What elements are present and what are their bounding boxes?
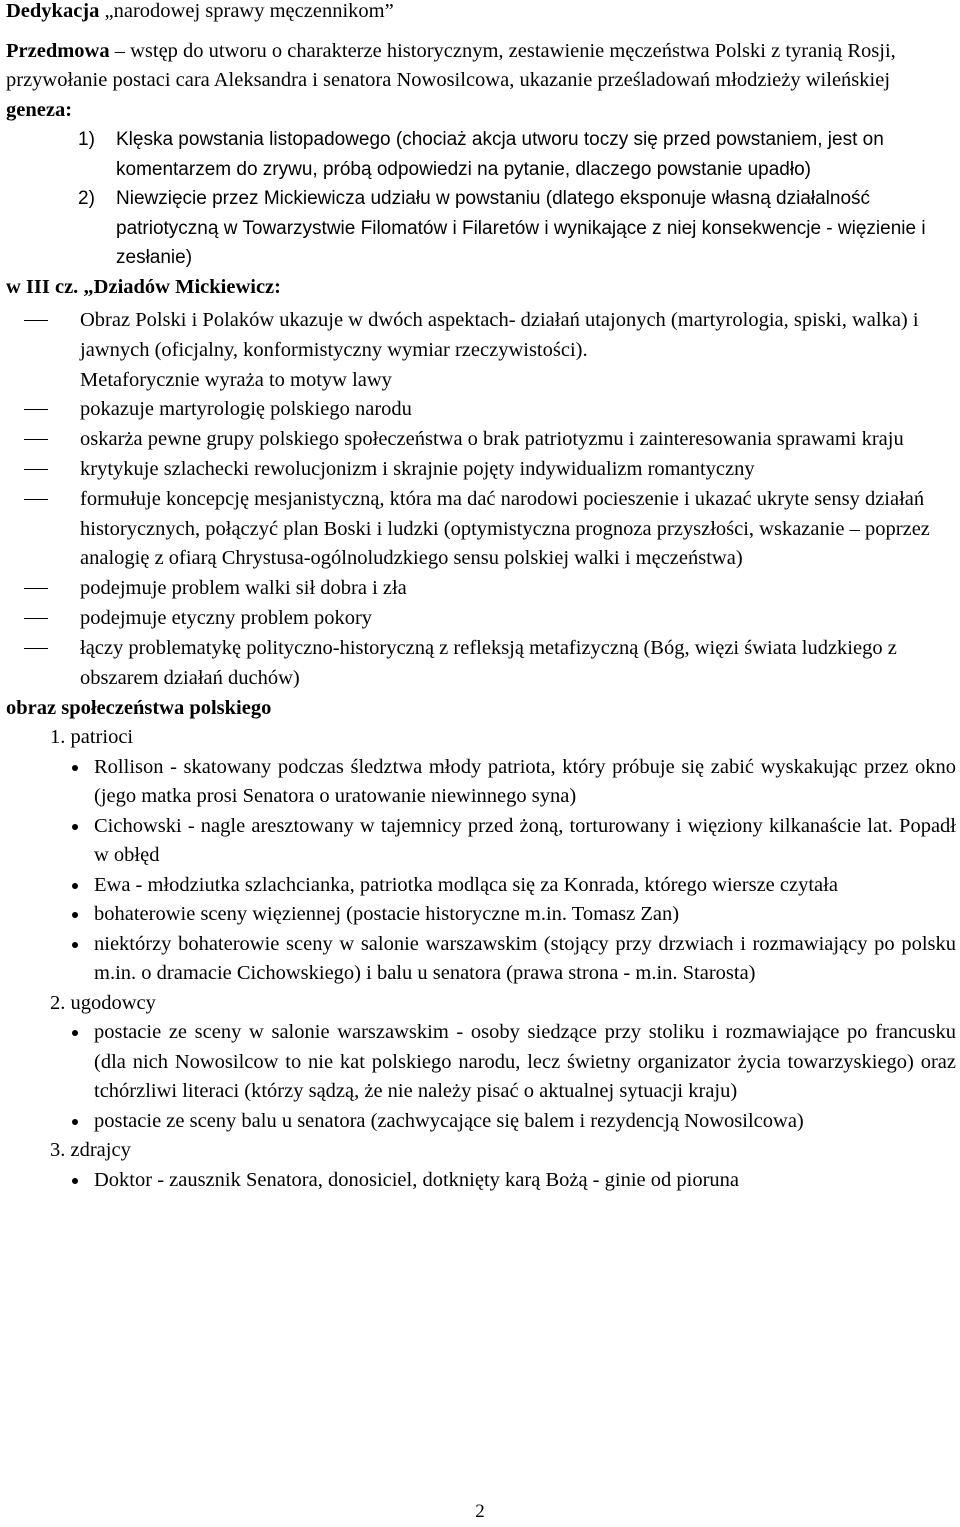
part3-heading: w III cz. „Dziadów Mickiewicz: [6,275,281,298]
dedication-line [6,0,956,27]
dash-marker [24,648,48,649]
list-item: Cichowski - nagle aresztowany w tajemnicy przed żoną, torturowany i więziony kilkanaście lat. Popadł w obłęd [6,812,956,871]
part3-item: łączy problematykę polityczno-historyczną z refleksją metafizyczną (Bóg, więzi świata ludzkiego z obszarem działań duchów) [6,634,956,693]
genesis-item-text: Niewzięcie przez Mickiewicza udziału w powstaniu (dlatego eksponuje własną działalność patriotyczną w Towarzystwie Filomatów i Filaretów i wynikające z niej konsekwencje - więzienie i zesłanie) [116,188,926,268]
bullet-marker [72,883,78,889]
bullet-marker [72,824,78,830]
genesis-item-number: 2) [78,188,95,209]
bullet-marker [72,942,78,948]
part3-list [6,306,956,693]
list-item: niektórzy bohaterowie sceny w salonie warszawskim (stojący przy drzwiach i rozmawiający po polsku m.in. o dramacie Cichowskiego) i balu u senatora (prawa strona - m.in. Starosta) [6,930,956,989]
list-item: Rollison - skatowany podczas śledztwa młody patriota, który próbuje się zabić wyskakując przez okno (jego matka prosi Senatora o uratowanie niewinnego syna) [6,753,956,812]
part3-item: podejmuje etyczny problem pokory [6,604,956,634]
dash-marker [24,588,48,589]
part3-item: krytykuje szlachecki rewolucjonizm i skrajnie pojęty indywidualizm romantyczny [6,455,956,485]
genesis-item [6,184,956,273]
dash-marker [24,618,48,619]
genesis-heading: geneza: [6,98,73,121]
bullet-marker [72,1178,78,1184]
part3-item: oskarża pewne grupy polskiego społeczeństwa o brak patriotyzmu i zainteresowania sprawami kraju [6,425,956,455]
dash-marker [24,499,48,500]
genesis-item [6,125,956,184]
document-body [6,0,956,1195]
list-item: postacie ze sceny w salonie warszawskim - osoby siedzące przy stoliku i rozmawiające po francusku (dla nich Nowosilcow to nie kat polskiego narodu, lecz świetny organizator życia towarzyskiego) oraz tchórzliwi literaci (którzy sądzą, że nie należy pisać o aktualnej sytuacji kraju) [6,1018,956,1107]
genesis-item-number: 1) [78,129,95,150]
bullet-marker [72,765,78,771]
genesis-list [6,125,956,273]
list-item: bohaterowie sceny więziennej (postacie historyczne m.in. Tomasz Zan) [6,900,956,930]
part3-item-continuation: Metaforycznie wyraża to motyw lawy [80,368,392,391]
dash-marker [24,320,48,321]
list-item: postacie ze sceny balu u senatora (zachwycające się balem i rezydencją Nowosilcowa) [6,1107,956,1137]
dedication-label: Dedykacja [6,0,100,22]
group-label-patriots: 1. patrioci [50,726,134,748]
dedication-text: „narodowej sprawy męczennikom” [99,0,394,22]
society-heading: obraz społeczeństwa polskiego [6,696,272,719]
bullet-marker [72,1119,78,1125]
collaborators-list [6,1018,956,1136]
list-item: Ewa - młodziutka szlachcianka, patriotka modląca się za Konrada, którego wiersze czytała [6,871,956,901]
preface-text: – wstęp do utworu o charakterze historycznym, zestawienie męczeństwa Polski z tyranią Rosji, przywołanie postaci cara Aleksandra i senatora Nowosilcowa, ukazanie prześladowań młodzieży wileńskiej [6,39,896,91]
genesis-item-text: Klęska powstania listopadowego (chociaż akcja utworu toczy się przed powstaniem, jest on komentarzem do zrywu, próbą odpowiedzi na pytanie, dlaczego powstanie upadło) [116,129,884,180]
bullet-marker [72,1030,78,1036]
group-label-collaborators: 2. ugodowcy [50,991,156,1014]
part3-item: formułuje koncepcję mesjanistyczną, która ma dać narodowi pocieszenie i ukazać ukryte sensy działań historycznych, połączyć plan Boski i ludzki (optymistyczna prognoza przyszłości, wskazanie – poprzez analogię z ofiarą Chrystusa-ogólnoludzkiego sensu polskiej walki i męczeństwa) [6,485,956,574]
bullet-marker [72,912,78,918]
preface-label: Przedmowa [6,39,110,62]
traitors-list [6,1166,956,1196]
dash-marker [24,439,48,440]
preface-paragraph [6,37,956,96]
part3-item: pokazuje martyrologię polskiego narodu [6,395,956,425]
list-item: Doktor - zausznik Senatora, donosiciel, dotknięty karą Bożą - ginie od pioruna [6,1166,956,1196]
part3-item: Obraz Polski i Polaków ukazuje w dwóch aspektach- działań utajonych (martyrologia, spiski, walka) i jawnych (oficjalny, konformistyczny wymiar rzeczywistości). [6,306,956,365]
part3-item: podejmuje problem walki sił dobra i zła [6,574,956,604]
patriots-list [6,753,956,989]
dash-marker [24,409,48,410]
page-number: 2 [475,1501,485,1522]
group-label-traitors: 3. zdrajcy [50,1139,131,1161]
dash-marker [24,469,48,470]
